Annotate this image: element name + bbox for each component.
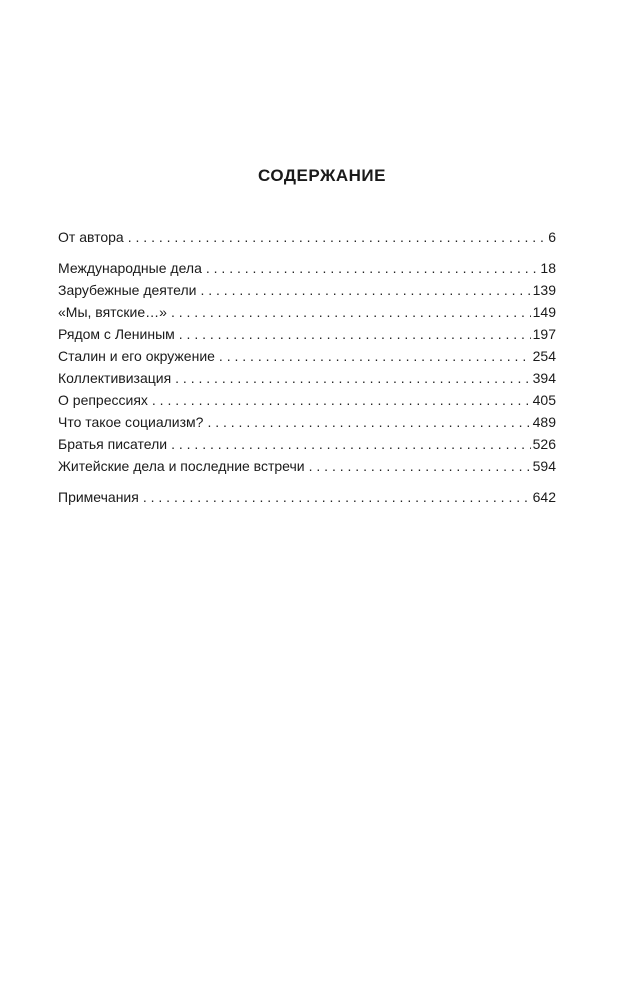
toc-entry (58, 279, 556, 301)
dot-leader (171, 433, 531, 455)
dot-leader (200, 279, 530, 301)
toc-entry-title: Коллективизация (58, 370, 172, 386)
toc-entry (58, 323, 556, 345)
dot-leader (175, 367, 530, 389)
toc-entry-title: Международные дела (58, 260, 202, 276)
dot-leader (206, 257, 539, 279)
toc-entry-title: Братья писатели (58, 436, 168, 452)
toc-entry (58, 433, 556, 455)
toc-entry-page: 254 (532, 348, 556, 364)
toc-entry (58, 301, 556, 323)
toc-entry-page: 394 (532, 370, 556, 386)
dot-leader (171, 301, 531, 323)
dot-leader (219, 345, 531, 367)
toc-entry-page: 405 (532, 392, 556, 408)
toc-entry-title: Сталин и его окружение (58, 348, 215, 364)
dot-leader (179, 323, 531, 345)
dot-leader (152, 389, 531, 411)
dot-leader (143, 486, 531, 508)
toc-entry (58, 455, 556, 477)
toc-entry (58, 389, 556, 411)
toc-entry-page: 139 (532, 282, 556, 298)
toc-entry (58, 367, 556, 389)
toc-entry-page: 18 (540, 260, 556, 276)
toc-entry-title: От автора (58, 229, 124, 245)
toc-entry-page: 526 (532, 436, 556, 452)
toc-entry (58, 345, 556, 367)
dot-leader (128, 226, 546, 248)
toc-entry (58, 411, 556, 433)
toc-entry-page: 149 (532, 304, 556, 320)
table-of-contents (58, 226, 556, 508)
toc-entry (58, 226, 556, 248)
toc-entry-page: 642 (532, 489, 556, 505)
toc-entry-title: О репрессиях (58, 392, 148, 408)
toc-entry-title: Что такое социализм? (58, 414, 204, 430)
toc-entry-page: 6 (548, 229, 556, 245)
toc-entry-page: 197 (532, 326, 556, 342)
toc-entry-title: Житейские дела и последние встречи (58, 458, 305, 474)
contents-heading: СОДЕРЖАНИЕ (258, 166, 386, 185)
toc-entry-title: «Мы, вятские…» (58, 304, 167, 320)
toc-entry (58, 257, 556, 279)
dot-leader (309, 455, 531, 477)
toc-entry-title: Рядом с Лениным (58, 326, 175, 342)
toc-entry-page: 594 (532, 458, 556, 474)
toc-entry-page: 489 (532, 414, 556, 430)
dot-leader (207, 411, 530, 433)
toc-entry-title: Примечания (58, 489, 139, 505)
toc-entry (58, 486, 556, 508)
toc-entry-title: Зарубежные деятели (58, 282, 197, 298)
